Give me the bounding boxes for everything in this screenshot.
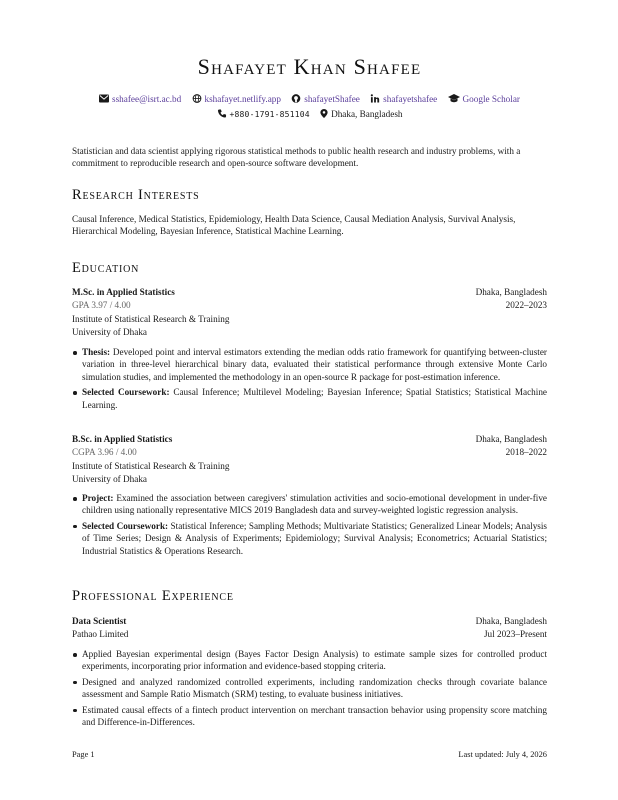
list-item [72, 386, 547, 411]
research-interests-text: Causal Inference, Medical Statistics, Epidemiology, Health Data Science, Causal Mediation Analysis, Survival Analysis, Hierarchical Modeling, Bayesian Inference, Statistical Machine Learning. [72, 214, 516, 237]
email-contact[interactable] [99, 93, 181, 105]
research-section-title: Research Interests [72, 187, 200, 203]
graduation-cap-icon [448, 94, 460, 103]
website-link[interactable]: kshafayet.netlify.app [204, 94, 281, 104]
job-location: Dhaka, Bangladesh [475, 616, 547, 626]
linkedin-icon [370, 94, 380, 103]
bsc-entry [72, 433, 547, 486]
github-contact[interactable] [291, 93, 360, 105]
bsc-dates: 2018–2022 [505, 447, 547, 458]
linkedin-contact[interactable] [370, 93, 437, 105]
msc-gpa: GPA 3.97 / 4.00 [72, 300, 131, 311]
msc-entry [72, 286, 547, 339]
contact-row-phone [72, 108, 547, 121]
page-footer [72, 749, 547, 761]
job-company: Pathao Limited [72, 629, 129, 640]
bullet-text: Causal Inference; Multilevel Modeling; Bayesian Inference; Spatial Statistics; Statistical Machine Learning. [82, 387, 548, 410]
job-bullets [72, 648, 547, 731]
location-contact [320, 108, 402, 120]
scholar-link[interactable]: Google Scholar [462, 94, 520, 104]
location-text: Dhaka, Bangladesh [331, 109, 403, 119]
summary-paragraph: Statistician and data scientist applying rigorous statistical methods to public health research and industry problems, with a commitment to reproducible research and open-source software development. [72, 146, 521, 169]
list-item [72, 520, 547, 557]
github-link[interactable]: shafayetShafee [304, 94, 360, 104]
resume-name: Shafayet Khan Shafee [197, 54, 422, 79]
scholar-contact[interactable] [448, 93, 520, 105]
list-item [72, 492, 547, 517]
phone-number: +880-1791-851104 [229, 110, 310, 119]
experience-section-title: Professional Experience [72, 588, 234, 604]
email-link[interactable]: sshafee@isrt.ac.bd [112, 94, 182, 104]
list-item [72, 346, 547, 383]
msc-dates: 2022–2023 [505, 300, 547, 311]
bsc-institute: Institute of Statistical Research & Training [72, 460, 230, 471]
job-entry [72, 615, 547, 642]
bsc-degree: B.Sc. in Applied Statistics [72, 434, 173, 444]
msc-university: University of Dhaka [72, 326, 148, 337]
linkedin-link[interactable]: shafayetshafee [383, 94, 438, 104]
website-contact[interactable] [192, 93, 281, 105]
education-section-title: Education [72, 260, 140, 276]
bsc-bullets [72, 492, 547, 560]
bullet-label: Selected Coursework: [82, 520, 169, 531]
bullet-text: Examined the association between caregivers' stimulation activities and socio-emotional development in under-five children using nationally representative MICS 2019 Bangladesh data and survey-weighted logistic regression analysis. [82, 493, 548, 516]
bsc-university: University of Dhaka [72, 473, 148, 484]
bullet-text: Developed point and interval estimators extending the median odds ratio framework for quantifying between-cluster variation in three-level hierarchical binary data, evaluated their statistical performance through extensive Monte Carlo simulation studies, and implemented the methodology in an open-source R package for post-estimation inference. [82, 347, 547, 382]
bullet-label: Project: [82, 493, 114, 503]
phone-icon [217, 109, 227, 118]
list-item: Estimated causal effects of a fintech product intervention on merchant transaction behavior using propensity score matching and Difference-in-Differences. [72, 704, 547, 729]
msc-institute: Institute of Statistical Research & Training [72, 313, 230, 324]
page-number: Page 1 [72, 750, 95, 759]
bsc-gpa: CGPA 3.96 / 4.00 [72, 447, 137, 458]
map-pin-icon [320, 109, 328, 118]
list-item: Applied Bayesian experimental design (Bayes Factor Design Analysis) to estimate sample sizes for controlled product experiments, incorporating prior information and evidence-based stopping criteria. [72, 648, 547, 673]
msc-location: Dhaka, Bangladesh [475, 287, 547, 297]
msc-degree: M.Sc. in Applied Statistics [72, 287, 175, 297]
bullet-text: Statistical Inference; Sampling Methods; Multivariate Statistics; Generalized Linear Models; Analysis of Time Series; Design & Analysis of Experiments; Epidemiology; Survival Analysis; Econometrics; Actuarial Statistics; Industrial Statistics & Operations Research. [82, 520, 547, 556]
bullet-label: Thesis: [82, 347, 111, 357]
phone-contact [217, 108, 310, 121]
contact-row-links [72, 93, 547, 105]
list-item: Designed and analyzed randomized controlled experiments, including randomization checks through covariate balance assessment and Sample Ratio Mismatch (SRM) testing, to evaluate business initiatives. [72, 676, 547, 701]
bsc-location: Dhaka, Bangladesh [475, 434, 547, 444]
job-dates: Jul 2023–Present [483, 629, 547, 640]
bullet-label: Selected Coursework: [82, 387, 170, 398]
envelope-icon [99, 94, 109, 103]
github-icon [291, 94, 301, 103]
globe-icon [192, 94, 202, 103]
last-updated: Last updated: July 4, 2026 [458, 750, 547, 759]
msc-bullets [72, 346, 547, 414]
job-role: Data Scientist [72, 616, 127, 626]
